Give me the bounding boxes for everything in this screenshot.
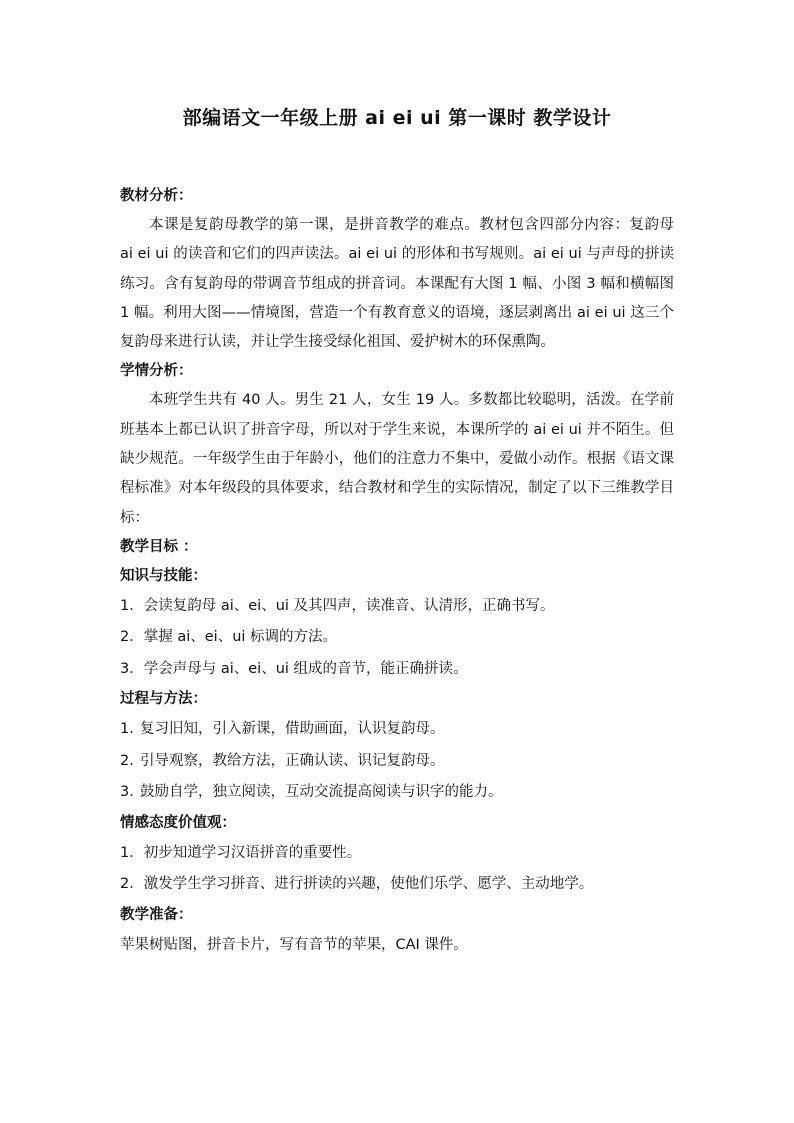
list-item	[120, 838, 674, 870]
material-analysis-body: 本课是复韵母教学的第一课，是拼音教学的难点。教材包含四部分内容：复韵母 ai ei ui 的读音和它们的四声读法。ai ei ui 的形体和书写规则。ai ei ui 与声母的拼读练习。含有复韵母的带调音节组成的拼音词。本课配有大图 1 幅、小图 3 幅和横幅图 1 幅。利用大图——情境图，营造一个有教育意义的语境，逐层剥离出 ai ei ui 这三个复韵母来进行认读，并让学生接受绿化祖国、爱护树木的环保熏陶。	[120, 217, 674, 351]
section-process-methods	[120, 685, 674, 809]
list-item	[120, 622, 674, 654]
teaching-goals-heading: 教学目标 ：	[120, 538, 198, 555]
list-item-text: 激发学生学习拼音、进行拼读的兴趣，使他们乐学、愿学、主动地学。	[143, 876, 594, 893]
list-item-number: 3．	[120, 660, 144, 677]
section-student-analysis	[120, 357, 674, 532]
section-teaching-goals	[120, 533, 674, 562]
process-methods-heading: 过程与方法：	[120, 691, 207, 708]
section-teaching-prep	[120, 901, 674, 962]
student-analysis-body: 本班学生共有 40 人。男生 21 人，女生 19 人。多数都比较聪明，活泼。在学前班基本上都已认识了拼音字母，所以对于学生来说，本课所学的 ai ei ui 并不陌生。但缺少规范。一年级学生由于年龄小，他们的注意力不集中，爱做小动作。根据《语文课程标准》对本年级段的具体要求，结合教材和学生的实际情况，制定了以下三维教学目标：	[120, 392, 674, 526]
list-item-number: 1.	[120, 721, 134, 738]
list-item-number: 2．	[120, 876, 144, 893]
knowledge-skills-heading: 知识与技能：	[120, 567, 207, 584]
section-material-analysis	[120, 182, 674, 357]
list-item	[120, 714, 674, 746]
material-analysis-heading: 教材分析：	[120, 188, 193, 204]
student-analysis-heading: 学情分析：	[120, 363, 193, 380]
document-title: 部编语文一年级上册 ai ei ui 第一课时 教学设计	[182, 107, 612, 129]
list-item	[120, 777, 674, 809]
section-knowledge-skills	[120, 562, 674, 686]
list-item-text: 学会声母与 ai、ei、ui 组成的音节，能正确拼读。	[143, 660, 468, 677]
list-item-number: 2.	[120, 752, 134, 769]
emotion-values-heading: 情感态度价值观：	[120, 814, 236, 831]
list-item-text: 会读复韵母 ai、ei、ui 及其四声，读准音、认清形，正确书写。	[143, 597, 555, 614]
list-item-number: 2．	[120, 629, 144, 646]
list-item	[120, 746, 674, 778]
list-item-text: 引导观察，教给方法，正确认读、识记复韵母。	[140, 752, 445, 769]
list-item	[120, 591, 674, 623]
list-item	[120, 654, 674, 686]
list-item-number: 1．	[120, 844, 144, 861]
list-item-text: 初步知道学习汉语拼音的重要性。	[143, 844, 362, 861]
list-item-number: 1．	[120, 597, 144, 614]
list-item	[120, 869, 674, 901]
teaching-prep-heading: 教学准备：	[120, 906, 193, 923]
list-item-number: 3.	[120, 784, 134, 801]
list-item-text: 复习旧知，引入新课，借助画面，认识复韵母。	[140, 721, 445, 738]
section-emotion-values	[120, 809, 674, 901]
list-item-text: 掌握 ai、ei、ui 标调的方法。	[143, 629, 338, 646]
teaching-prep-body: 苹果树贴图，拼音卡片，写有音节的苹果，CAI 课件。	[120, 936, 468, 953]
list-item-text: 鼓励自学，独立阅读，互动交流提高阅读与识字的能力。	[140, 784, 503, 801]
